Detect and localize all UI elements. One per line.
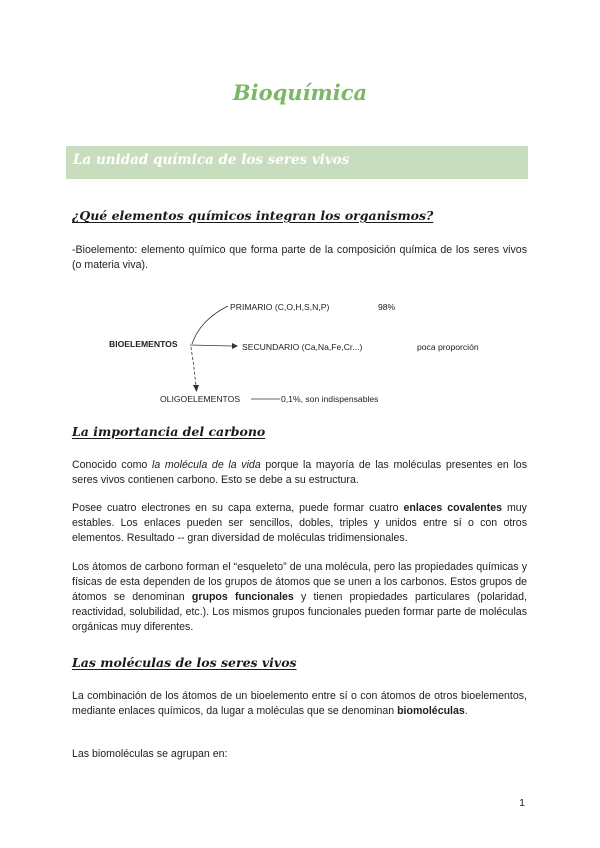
banner-text: La unidad química de los seres vivos [73, 152, 350, 168]
diagram-primary-label: PRIMARIO (C,O,H,S,N,P) [230, 302, 330, 312]
bioelements-diagram [0, 0, 600, 420]
diagram-root-label: BIOELEMENTOS [109, 339, 178, 349]
page-number: 1 [519, 797, 525, 809]
diagram-primary-pct: 98% [378, 302, 396, 312]
branch-secondary [190, 345, 232, 346]
diagram-secondary-label: SECUNDARIO (Ca,Na,Fe,Cr...) [242, 342, 363, 352]
branch-oligo [191, 347, 196, 386]
paragraph-carbon-1: Conocido como la molécula de la vida porque la mayoría de las moléculas presentes en los seres vivos contienen carbono. Esto se debe a su estructura. [72, 459, 527, 486]
heading-carbon: La importancia del carbono [72, 424, 266, 439]
paragraph-carbon-2: Posee cuatro electrones en su capa externa, puede formar cuatro enlaces covalentes muy estables. Los enlaces pueden ser sencillos, dobles, triples y unidos entre sí o con otros elementos. Resultado -- gran diversidad de moléculas tridimensionales. [72, 502, 527, 544]
heading-molecules: Las moléculas de los seres vivos [72, 655, 297, 670]
arrowhead-oligo [193, 385, 199, 392]
heading-elements: ¿Qué elementos químicos integran los organismos? [72, 208, 434, 223]
branch-primary [192, 306, 228, 344]
arrowhead-secondary [232, 343, 238, 349]
paragraph-molecules-2: Las biomoléculas se agrupan en: [72, 748, 228, 760]
paragraph-carbon-3: Los átomos de carbono forman el “esqueleto” de una molécula, pero las propiedades químicas y físicas de esta dependen de los grupos de átomos que se unen a los carbonos. Estos grupos de átomos se denominan grupos funcionales y tienen propiedades particulares (polaridad, reactividad, solubilidad, etc.). Los mismos grupos funcionales pueden formar parte de moléculas orgánicas muy diferentes. [72, 561, 527, 633]
diagram-oligo-note: 0,1%, son indispensables [281, 394, 379, 404]
diagram-oligo-label: OLIGOELEMENTOS [160, 394, 241, 404]
page-title: Bioquímica [232, 80, 368, 105]
paragraph-bioelement: -Bioelemento: elemento químico que forma parte de la composición química de los seres vivos (o materia viva). [72, 244, 527, 271]
paragraph-molecules-1: La combinación de los átomos de un bioelemento entre sí o con átomos de otros bioelementos, mediante enlaces químicos, da lugar a moléculas que se denominan biomoléculas. [72, 690, 527, 717]
diagram-secondary-note: poca proporción [417, 342, 479, 352]
